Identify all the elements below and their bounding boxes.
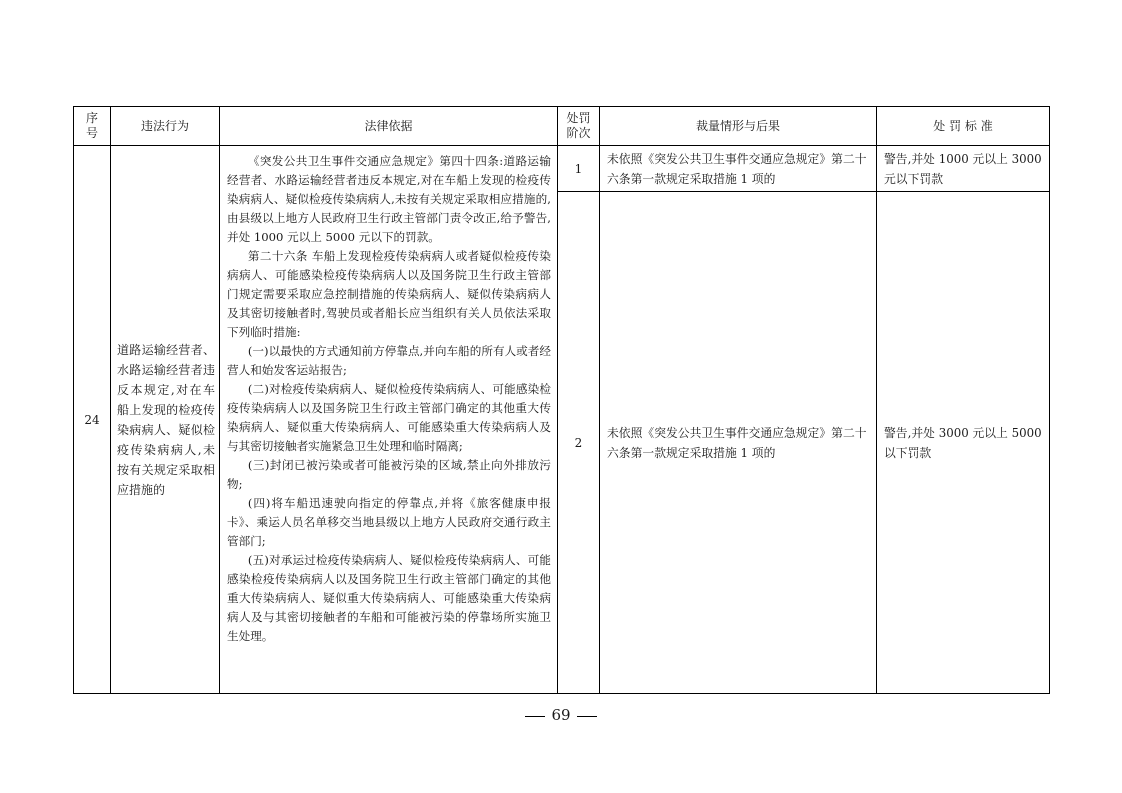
header-act: 违法行为 [111,107,220,146]
basis-paragraph: (一)以最快的方式通知前方停靠点,并向车船的所有人或者经营人和始发客运站报告; [227,344,551,377]
header-seq [74,107,111,146]
row-seq: 24 [74,146,111,694]
level-2-step: 2 [558,192,600,694]
page-number [0,706,1122,724]
header-situation: 裁量情形与后果 [600,107,877,146]
level-1-standard: 警告,并处 1000 元以上 3000 元以下罚款 [877,146,1050,192]
page-dash-right [577,716,597,717]
header-step [558,107,600,146]
row-act: 道路运输经营者、水路运输经营者违反本规定,对在车船上发现的检疫传染病病人、疑似检疫传染病病人,未按有关规定采取相应措施的 [111,146,220,694]
header-basis: 法律依据 [220,107,558,146]
level-2-situation: 未依照《突发公共卫生事件交通应急规定》第二十六条第一款规定采取措施 1 项的 [600,192,877,694]
basis-paragraph: (三)封闭已被污染或者可能被污染的区域,禁止向外排放污物; [227,458,551,491]
row-basis [220,146,558,694]
basis-paragraph: 第二十六条 车船上发现检疫传染病病人或者疑似检疫传染病病人、可能感染检疫传染病病人以及国务院卫生行政主管部门规定需要采取应急控制措施的传染病病人、疑似传染病病人及其密切接触者时,驾驶员或者船长应当组织有关人员依法采取下列临时措施: [227,249,551,339]
page-number-value: 69 [551,706,571,724]
basis-paragraph: 《突发公共卫生事件交通应急规定》第四十四条:道路运输经营者、水路运输经营者违反本规定,对在车船上发现的检疫传染病病人、疑似检疫传染病病人,未按有关规定采取相应措施的,由县级以上地方人民政府卫生行政主管部门责令改正,给予警告,并处 1000 元以上 5000 元以下的罚款。 [227,154,551,244]
level-1-situation: 未依照《突发公共卫生事件交通应急规定》第二十六条第一款规定采取措施 1 项的 [600,146,877,192]
header-seq-line1: 序 [85,111,98,125]
header-standard: 处 罚 标 准 [877,107,1050,146]
level-1-step: 1 [558,146,600,192]
level-2-standard: 警告,并处 3000 元以上 5000 以下罚款 [877,192,1050,694]
table-header [74,107,1050,146]
header-seq-line2: 号 [85,126,98,140]
header-step-line1: 处罚 [566,111,591,125]
basis-paragraph: (二)对检疫传染病病人、疑似检疫传染病病人、可能感染检疫传染病病人以及国务院卫生行政主管部门确定的其他重大传染病病人、疑似重大传染病病人、可能感染重大传染病病人及与其密切接触者实施紧急卫生处理和临时隔离; [227,382,551,453]
basis-paragraph: (四)将车船迅速驶向指定的停靠点,并将《旅客健康申报卡》、乘运人员名单移交当地县级以上地方人民政府交通行政主管部门; [227,496,551,548]
header-step-line2: 阶次 [566,126,591,140]
table-row [74,146,1050,192]
basis-paragraph: (五)对承运过检疫传染病病人、疑似检疫传染病病人、可能感染检疫传染病病人以及国务院卫生行政主管部门确定的其他重大传染病病人、疑似重大传染病病人、可能感染重大传染病病人及与其密切接触者的车船和可能被污染的停靠场所实施卫生处理。 [227,553,551,643]
penalty-table [73,106,1050,694]
page-dash-left [525,716,545,717]
